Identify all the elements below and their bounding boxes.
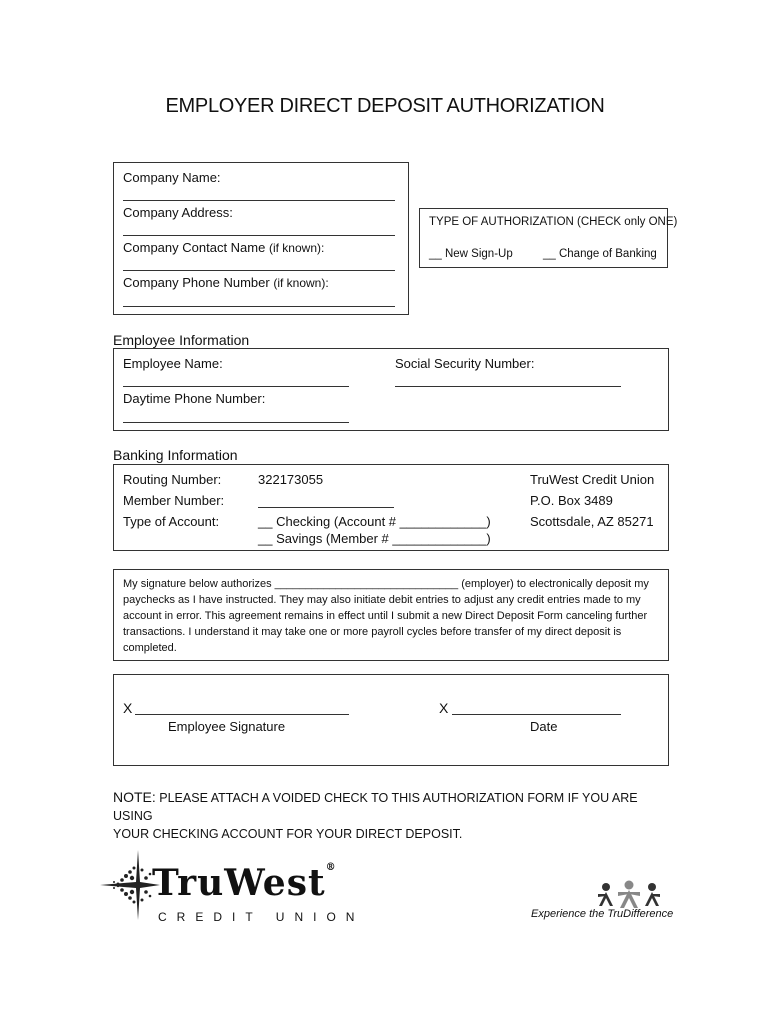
date-label: Date: [530, 719, 558, 734]
company-name-field[interactable]: [123, 200, 395, 201]
account-type-label: Type of Account:: [123, 514, 220, 529]
daytime-phone-field[interactable]: [123, 422, 349, 423]
logo-wordmark: [152, 862, 337, 904]
routing-number-label: Routing Number:: [123, 472, 222, 487]
people-group-icon: [596, 880, 662, 910]
employee-name-field[interactable]: [123, 386, 349, 387]
logo-name: TruWest: [152, 862, 326, 904]
note-line-2: YOUR CHECKING ACCOUNT FOR YOUR DIRECT DEPOSIT.: [113, 827, 463, 841]
employee-signature-label: Employee Signature: [168, 719, 286, 734]
note-line-1-text: PLEASE ATTACH A VOIDED CHECK TO THIS AUTHORIZATION FORM IF YOU ARE USING: [113, 791, 638, 823]
daytime-phone-label: Daytime Phone Number:: [123, 391, 266, 406]
company-address-field[interactable]: [123, 235, 395, 236]
ssn-field[interactable]: [395, 386, 621, 387]
date-field[interactable]: [452, 714, 621, 715]
agreement-text: My signature below authorizes ______________________________ (employer) to electronically deposit my paychecks as I have instructed. They may also initiate debit entries to adjust any credit entries made to my account in error. This agreement remains in effect until I submit a new Direct Deposit Form canceling further transactions. I understand it may take one or more payroll cycles before transfer of my direct deposit is completed.: [123, 578, 649, 654]
company-phone-field[interactable]: [123, 306, 395, 307]
institution-po-box: P.O. Box 3489: [530, 493, 613, 508]
routing-number-value: 322173055: [258, 472, 324, 487]
ssn-label: Social Security Number:: [395, 356, 535, 371]
company-phone-text: Company Phone Number: [123, 275, 270, 290]
change-banking-option[interactable]: __ Change of Banking: [543, 248, 657, 260]
authorization-heading: TYPE OF AUTHORIZATION (CHECK only ONE): [429, 216, 678, 228]
institution-city: Scottsdale, AZ 85271: [530, 514, 654, 529]
savings-option[interactable]: __ Savings (Member # _____________): [258, 531, 491, 546]
member-number-field[interactable]: [258, 507, 394, 508]
date-x: X: [439, 700, 449, 716]
company-phone-hint: (if known):: [273, 276, 329, 290]
note-prefix: NOTE:: [113, 789, 156, 805]
note-line-1: [113, 788, 673, 825]
employee-signature-x: X: [123, 700, 133, 716]
logo-subtitle: CREDIT UNION: [158, 910, 365, 924]
member-number-label: Member Number:: [123, 493, 225, 508]
page-title: EMPLOYER DIRECT DEPOSIT AUTHORIZATION: [165, 95, 605, 117]
employee-name-label: Employee Name:: [123, 356, 223, 371]
company-phone-label: [123, 275, 329, 290]
company-contact-text: Company Contact Name: [123, 240, 266, 255]
new-signup-option[interactable]: __ New Sign-Up: [429, 248, 513, 260]
employee-section-heading: Employee Information: [113, 332, 250, 348]
company-address-label: Company Address:: [123, 205, 233, 220]
registered-mark: ®: [325, 862, 337, 873]
note-text: [113, 788, 673, 843]
company-contact-hint: (if known):: [268, 241, 325, 255]
tagline: Experience the TruDifference: [531, 908, 674, 920]
banking-section-heading: Banking Information: [113, 447, 238, 463]
starburst-dots-icon: [100, 850, 160, 920]
employee-signature-field[interactable]: [135, 714, 349, 715]
company-contact-label: [123, 240, 324, 255]
checking-option[interactable]: __ Checking (Account # ____________): [258, 514, 491, 529]
institution-name: TruWest Credit Union: [530, 472, 655, 487]
company-name-label: Company Name:: [123, 170, 221, 185]
company-contact-field[interactable]: [123, 270, 395, 271]
